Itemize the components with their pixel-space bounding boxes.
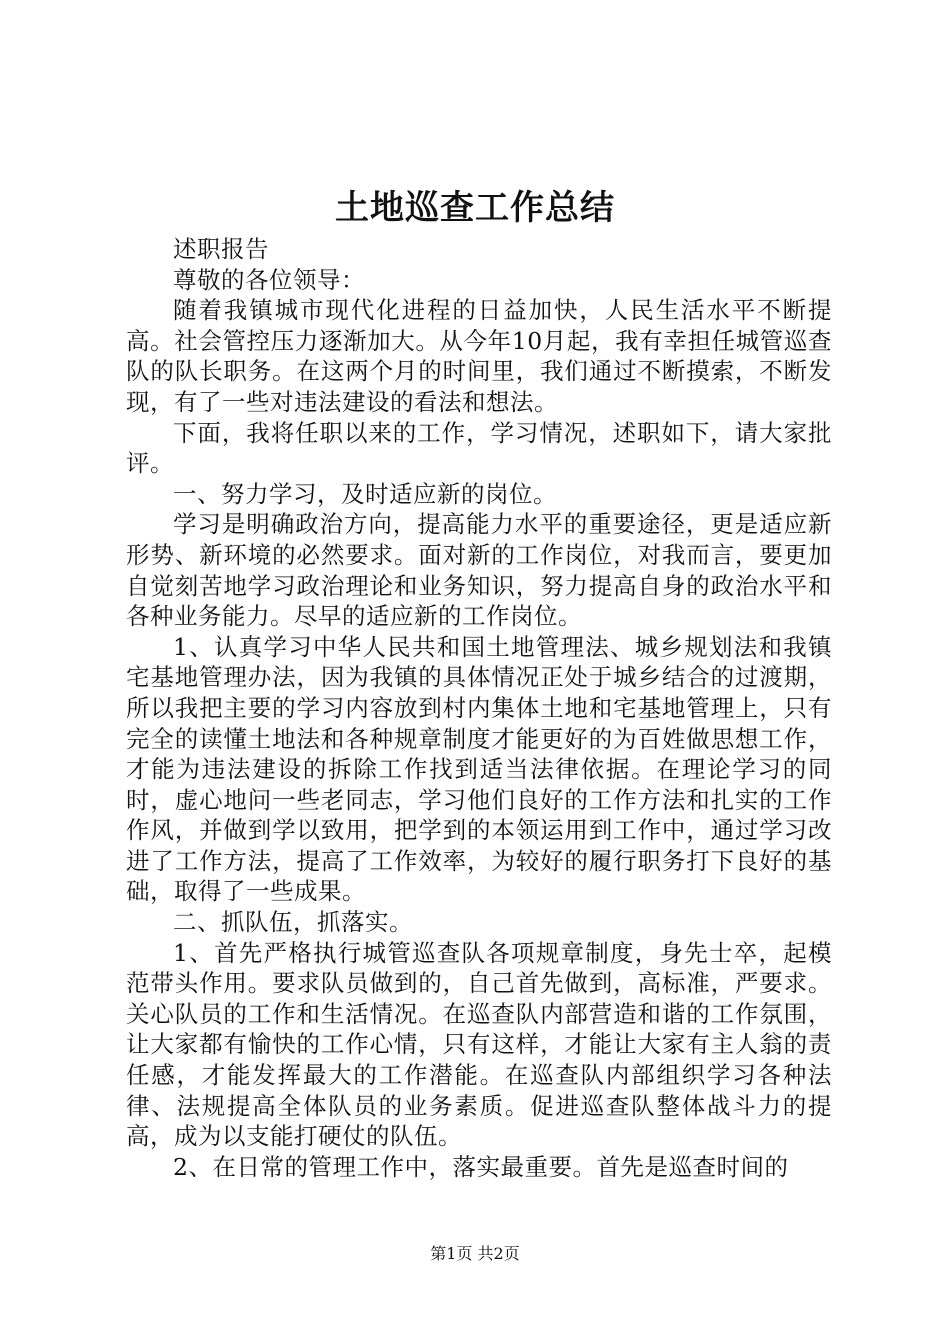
section-heading: 二、抓队伍，抓落实。 [173,908,413,937]
page-footer: 第1页 共2页 [430,1244,520,1263]
paragraph: 学习是明确政治方向，提高能力水平的重要途径，更是适应新形势、新环境的必然要求。面对新的工作岗位，对我而言，要更加自觉刻苦地学习政治理论和业务知识，努力提高自身的政治水平和各种业务能力。尽早的适应新的工作岗位。 [126,510,832,631]
document-body [126,234,832,1182]
paragraph: 1、首先严格执行城管巡查队各项规章制度，身先士卒，起模范带头作用。要求队员做到的，自己首先做到，高标准，严要求。关心队员的工作和生活情况。在巡查队内部营造和谐的工作氛围，让大家都有愉快的工作心情，只有这样，才能让大家有主人翁的责任感，才能发挥最大的工作潜能。在巡查队内部组织学习各种法律、法规提高全体队员的业务素质。促进巡查队整体战斗力的提高，成为以支能打硬仗的队伍。 [126,938,832,1151]
paragraph: 下面，我将任职以来的工作，学习情况，述职如下，请大家批评。 [126,418,832,478]
section-heading: 一、努力学习，及时适应新的岗位。 [173,479,557,508]
paragraph: 2、在日常的管理工作中，落实最重要。首先是巡查时间的 [173,1152,789,1181]
paragraph: 随着我镇城市现代化进程的日益加快，人民生活水平不断提高。社会管控压力逐渐加大。从今年10月起，我有幸担任城管巡查队的队长职务。在这两个月的时间里，我们通过不断摸索，不断发现，有了一些对违法建设的看法和想法。 [126,296,832,416]
paragraph: 述职报告 [173,235,269,263]
paragraph: 1、认真学习中华人民共和国土地管理法、城乡规划法和我镇宅基地管理办法，因为我镇的具体情况正处于城乡结合的过渡期，所以我把主要的学习内容放到村内集体土地和宅基地管理上，只有完全的读懂土地法和各种规章制度才能更好的为百姓做思想工作，才能为违法建设的拆除工作找到适当法律依据。在理论学习的同时，虚心地问一些老同志，学习他们良好的工作方法和扎实的工作作风，并做到学以致用，把学到的本领运用到工作中，通过学习改进了工作方法，提高了工作效率，为较好的履行职务打下良好的基础，取得了一些成果。 [126,632,832,906]
paragraph: 尊敬的各位领导： [173,265,365,294]
document-title: 土地巡查工作总结 [335,188,615,228]
